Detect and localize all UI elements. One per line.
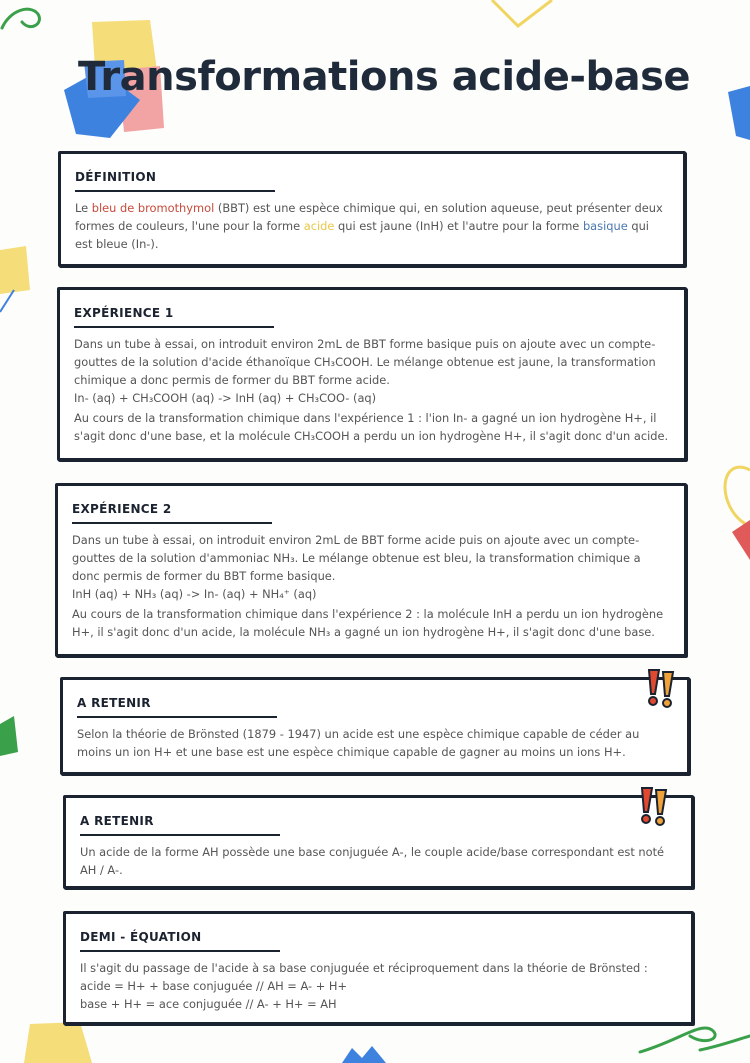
heading-underline: [80, 834, 280, 836]
demi-equation-heading: DEMI - ÉQUATION: [80, 930, 202, 944]
exclamation-icon: [636, 786, 676, 826]
definition-text-part: qui est jaune (InH) et l'autre pour la forme: [334, 219, 583, 233]
demi-equation-line-3: base + H+ = ace conjuguée // A- + H+ = AH: [80, 997, 337, 1011]
retenir-2-text: Un acide de la forme AH possède une base conjuguée A-, le couple acide/base correspondant est noté AH / A-.: [80, 845, 665, 877]
definition-text-part: (BBT) est une espèce chimique qui, en solution aqueuse, peut présenter deux formes de couleurs, l'une pour la forme: [75, 201, 663, 233]
experience-2-card: [55, 483, 687, 657]
heading-underline: [80, 950, 280, 952]
green-swirl-decoration: [2, 9, 39, 28]
retenir-2-card: [63, 795, 694, 889]
bbt-highlight: bleu de bromothymol: [91, 201, 215, 215]
heading-underline: [72, 522, 272, 524]
heading-underline: [75, 190, 275, 192]
retenir-2-heading: A RETENIR: [80, 814, 154, 828]
experience-1-conclusion: Au cours de la transformation chimique dans l'expérience 1 : l'ion In- a gagné un ion hydrogène H+, il s'agit donc d'une base, et la molécule CH₃COOH a perdu un ion hydrogène H+, il s'agit donc d'un acide.: [74, 411, 669, 443]
demi-equation-line-2: acide = H+ + base conjuguée // AH = A- + H+: [80, 979, 348, 993]
demi-equation-line-1: Il s'agit du passage de l'acide à sa base conjuguée et réciproquement dans la théorie de Brönsted :: [80, 961, 648, 975]
exclamation-icon: [643, 668, 683, 708]
definition-text-part: qui est bleue (In-).: [75, 219, 649, 251]
blue-bottom-decoration: [342, 1046, 386, 1063]
retenir-1-text: Selon la théorie de Brönsted (1879 - 1947) un acide est une espèce chimique capable de céder au moins un ion H+ et une base est une espèce chimique capable de gagner au moins un ions H+.: [77, 727, 640, 759]
retenir-1-card: [60, 677, 690, 775]
experience-2-paragraph: Dans un tube à essai, on introduit environ 2mL de BBT forme acide puis on ajoute avec un compte-gouttes de la solution d'ammoniac NH₃. Le mélange obtenue est bleu, la transformation chimique a donc permis de former du BBT forme basique.: [72, 533, 641, 583]
acide-highlight: acide: [303, 219, 335, 233]
experience-2-equation: InH (aq) + NH₃ (aq) -> In- (aq) + NH₄⁺ (aq): [72, 587, 317, 601]
green-bottom-swirl-decoration: [640, 1028, 750, 1052]
page-title: Transformations acide-base: [78, 54, 691, 100]
green-left-decoration: [0, 716, 18, 756]
yellow-loop-decoration: [725, 467, 750, 528]
yellow-bottom-decoration: [24, 1022, 92, 1063]
yellow-left-decoration: [0, 246, 30, 294]
basique-highlight: basique: [582, 219, 628, 233]
blue-corner-decoration: [728, 86, 750, 140]
experience-1-equation: In- (aq) + CH₃COOH (aq) -> InH (aq) + CH₃COO- (aq): [74, 391, 377, 405]
definition-card: [58, 151, 686, 267]
yellow-chevron-decoration: [492, 0, 552, 26]
experience-2-conclusion: Au cours de la transformation chimique dans l'expérience 2 : la molécule InH a perdu un ion hydrogène H+, il s'agit donc d'un acide, la molécule NH₃ a gagné un ion hydrogène H+, il s'agit donc d'une base.: [72, 607, 664, 639]
experience-1-card: [57, 287, 687, 461]
retenir-1-heading: A RETENIR: [77, 696, 151, 710]
experience-1-paragraph: Dans un tube à essai, on introduit environ 2mL de BBT forme basique puis on ajoute avec un compte-gouttes de la solution d'acide éthanoïque CH₃COOH. Le mélange obtenue est jaune, la transformation chimique a donc permis de former du BBT forme acide.: [74, 337, 656, 387]
heading-underline: [74, 326, 274, 328]
definition-text-part: Le: [75, 201, 92, 215]
heading-underline: [77, 716, 277, 718]
definition-heading: DÉFINITION: [75, 170, 157, 184]
definition-text: [75, 199, 669, 253]
experience-2-heading: EXPÉRIENCE 2: [72, 502, 172, 516]
red-right-decoration: [732, 520, 750, 560]
experience-1-heading: EXPÉRIENCE 1: [74, 306, 174, 320]
demi-equation-card: [63, 911, 694, 1025]
